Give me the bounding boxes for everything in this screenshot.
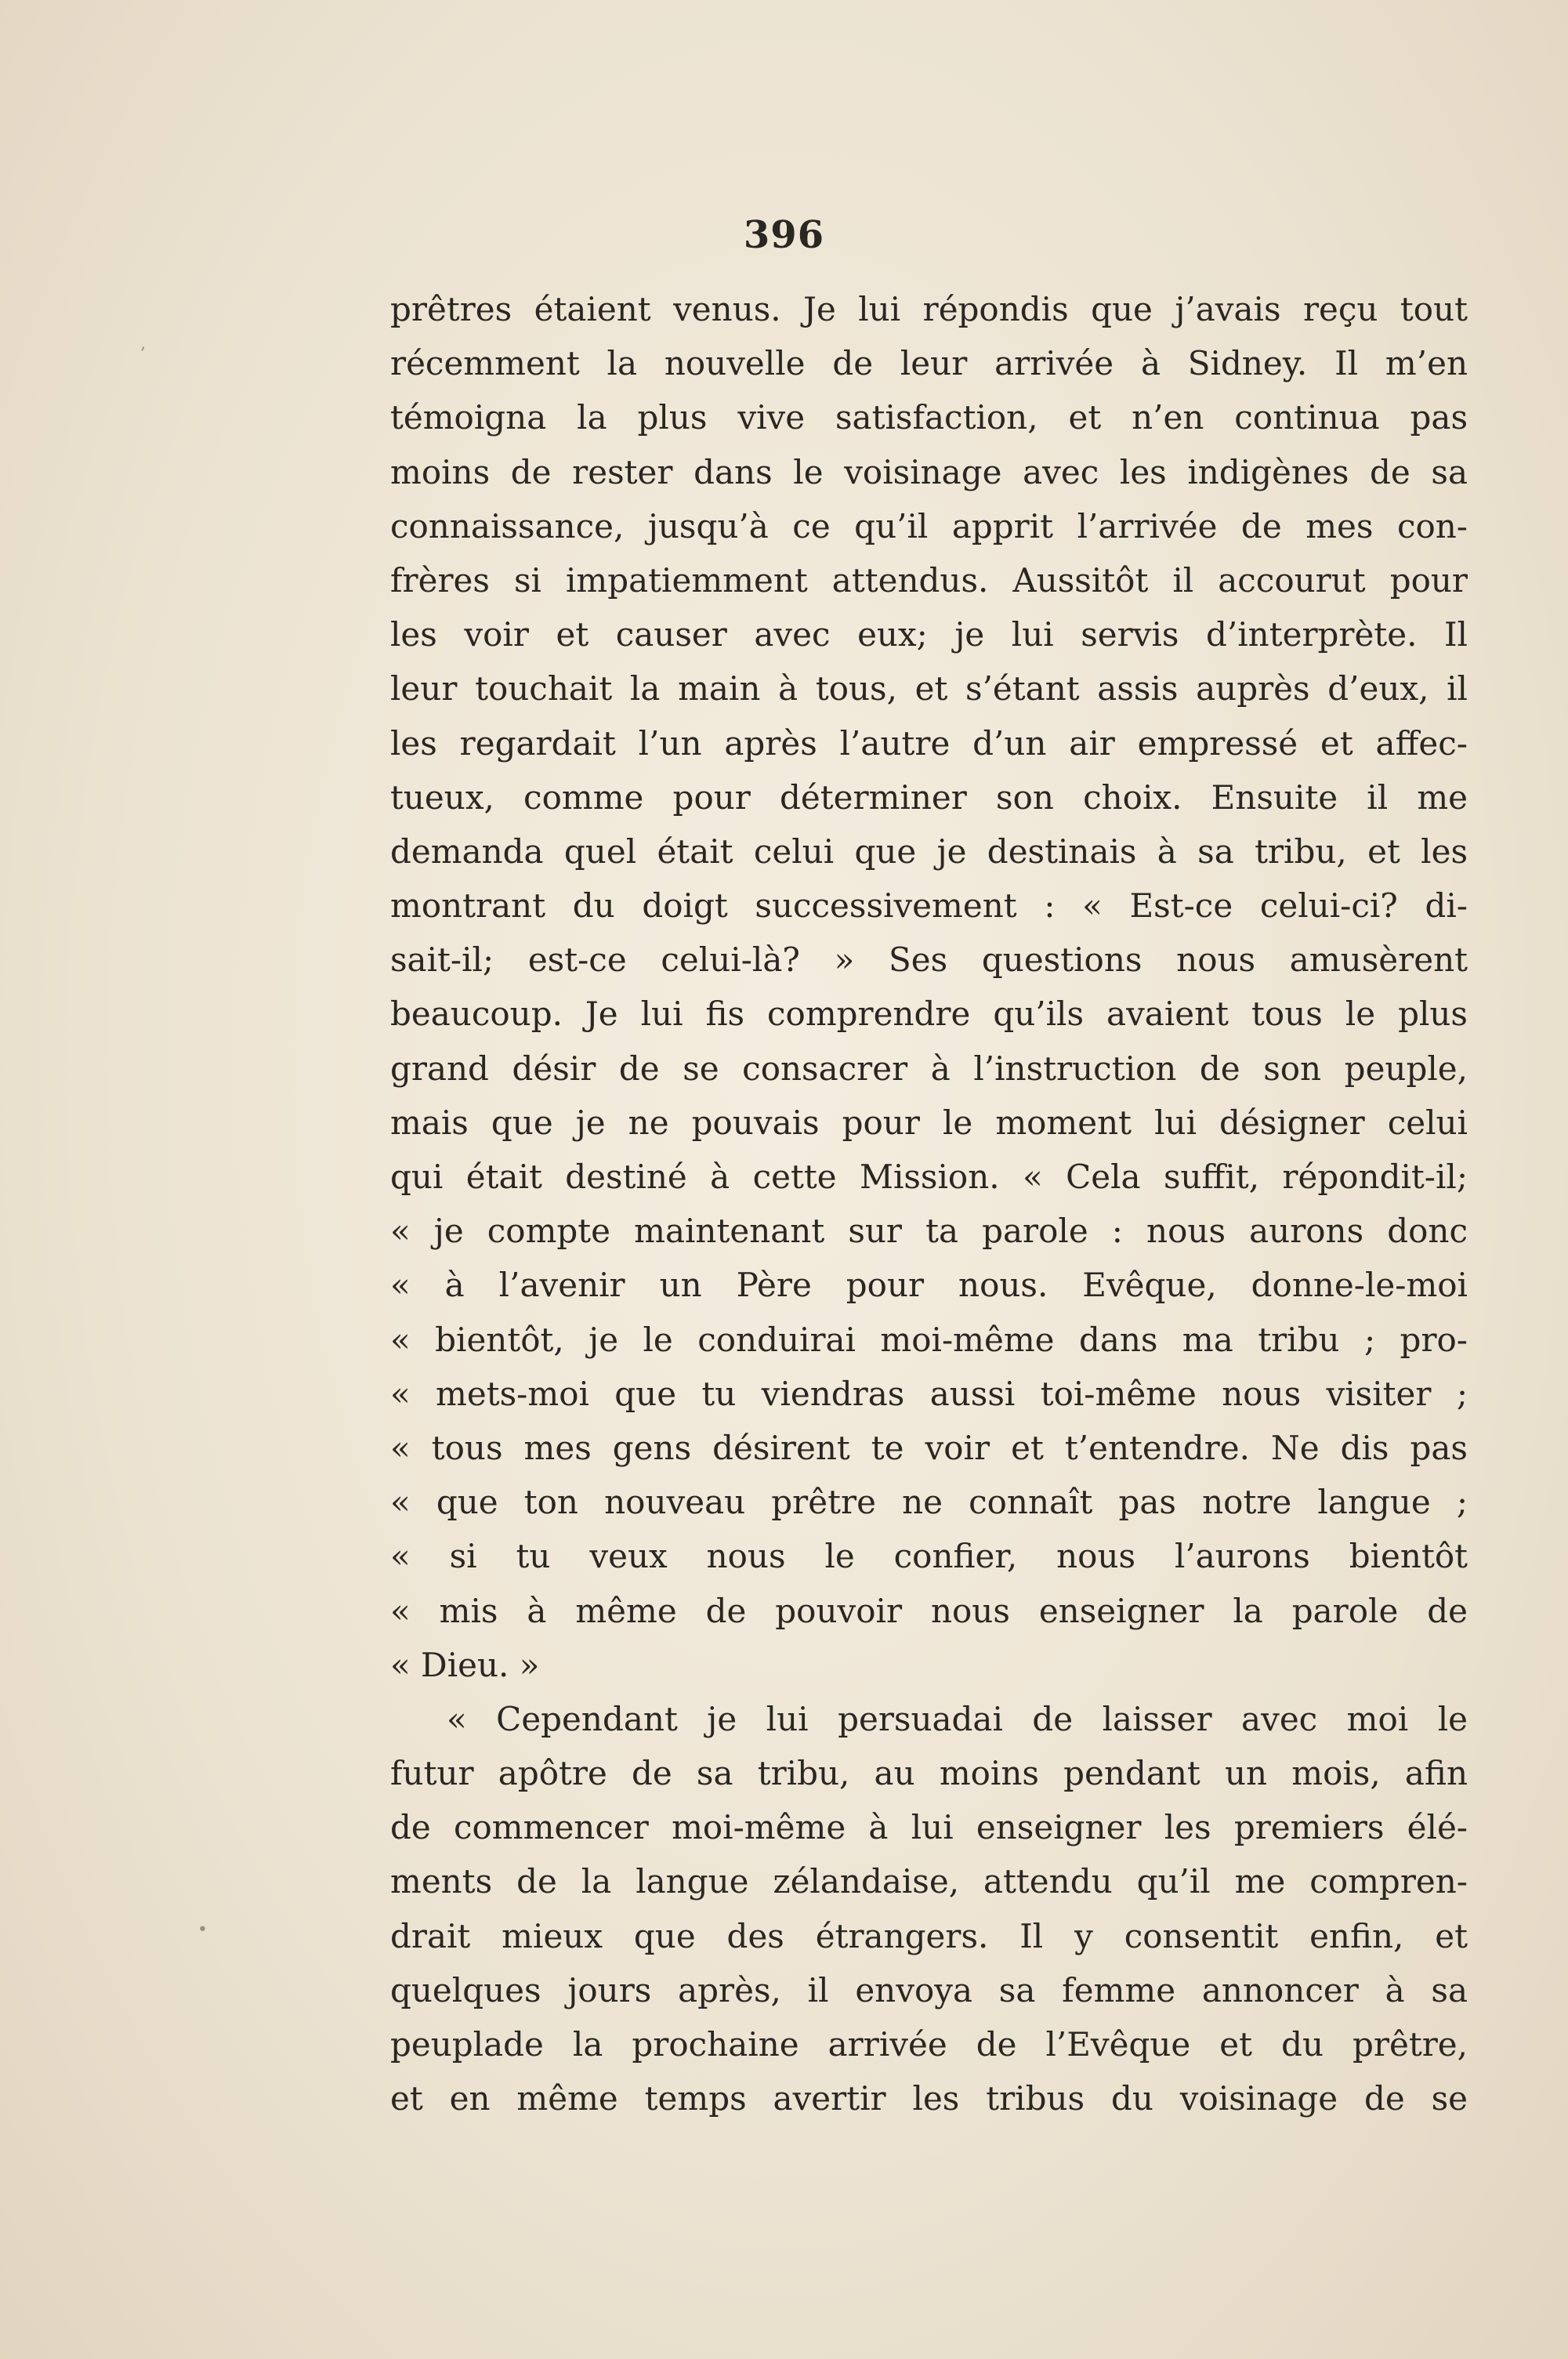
text-line: leur touchait la main à tous, et s’étant assis auprès d’eux, il (390, 669, 1468, 708)
text-line: « je compte maintenant sur ta parole : nous aurons donc (390, 1212, 1468, 1251)
body-text (390, 282, 1468, 2125)
paper-speck: • (197, 1920, 208, 1940)
text-line: les regardait l’un après l’autre d’un air empressé et affec- (390, 723, 1468, 763)
text-line: moins de rester dans le voisinage avec les indigènes de sa (390, 452, 1468, 491)
text-line: ments de la langue zélandaise, attendu qu’il me compren- (390, 1862, 1468, 1901)
text-line: prêtres étaient venus. Je lui répondis que j’avais reçu tout (390, 290, 1468, 328)
text-line: qui était destiné à cette Mission. « Cela suffit, répondit-il; (390, 1158, 1468, 1196)
text-line: témoigna la plus vive satisfaction, et n’en continua pas (390, 398, 1468, 437)
text-line: « tous mes gens désirent te voir et t’entendre. Ne dis pas (390, 1428, 1468, 1467)
text-line: de commencer moi-même à lui enseigner les premiers élé- (390, 1808, 1468, 1847)
text-line: quelques jours après, il envoya sa femme annoncer à sa (390, 1970, 1468, 2009)
text-line: « que ton nouveau prêtre ne connaît pas notre langue ; (390, 1483, 1468, 1522)
text-line: « bientôt, je le conduirai moi-même dans ma tribu ; pro- (390, 1320, 1468, 1359)
text-line: « à l’avenir un Père pour nous. Evêque, donne-le-moi (390, 1266, 1468, 1305)
text-line: montrant du doigt successivement : « Est-ce celui-ci? di- (390, 886, 1468, 926)
text-line: beaucoup. Je lui fis comprendre qu’ils avaient tous le plus (390, 995, 1468, 1034)
text-line: « mis à même de pouvoir nous enseigner la parole de (390, 1591, 1468, 1630)
text-line: récemment la nouvelle de leur arrivée à Sidney. Il m’en (390, 344, 1468, 383)
text-line: peuplade la prochaine arrivée de l’Evêque et du prêtre, (390, 2025, 1468, 2064)
text-line: « si tu veux nous le confier, nous l’aurons bientôt (390, 1537, 1468, 1576)
text-line: et en même temps avertir les tribus du voisinage de se (390, 2079, 1468, 2118)
text-line: grand désir de se consacrer à l’instruction de son peuple, (390, 1049, 1468, 1088)
text-line: connaissance, jusqu’à ce qu’il apprit l’arrivée de mes con- (390, 506, 1468, 545)
page-number: 396 (743, 213, 825, 257)
text-line: « Dieu. » (390, 1645, 540, 1684)
text-line: « Cependant je lui persuadai de laisser avec moi le (447, 1699, 1468, 1738)
text-line: mais que je ne pouvais pour le moment lui désigner celui (390, 1103, 1468, 1142)
text-line: frères si impatiemment attendus. Aussitôt il accourut pour (390, 560, 1468, 600)
text-line: les voir et causer avec eux; je lui servis d’interprète. Il (390, 615, 1468, 654)
paper-speck: ʼ (139, 345, 145, 364)
text-line: demanda quel était celui que je destinais à sa tribu, et les (390, 832, 1468, 871)
text-line: « mets-moi que tu viendras aussi toi-même nous visiter ; (390, 1374, 1468, 1413)
text-line: futur apôtre de sa tribu, au moins pendant un mois, afin (390, 1754, 1468, 1793)
text-line: sait-il; est-ce celui-là? » Ses questions nous amusèrent (390, 940, 1468, 980)
text-line: drait mieux que des étrangers. Il y consentit enfin, et (390, 1916, 1468, 1955)
text-line: tueux, comme pour déterminer son choix. Ensuite il me (390, 777, 1468, 817)
